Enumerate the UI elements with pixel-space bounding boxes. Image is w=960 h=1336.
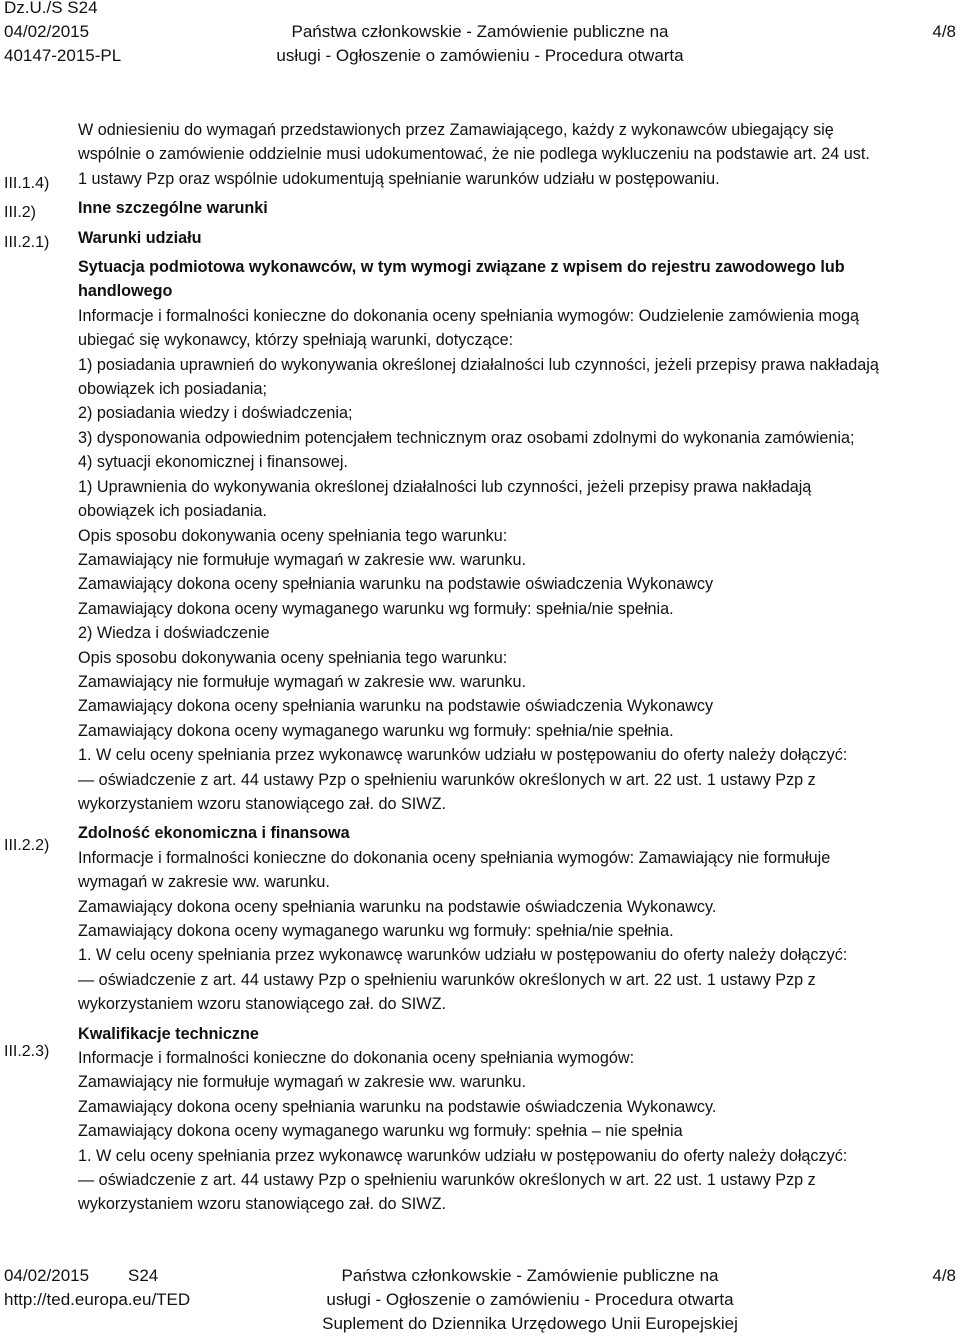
text-line: Zamawiający dokona oceny spełniania warunku na podstawie oświadczenia Wykonawcy: [78, 697, 714, 716]
text-line: 3) dysponowania odpowiednim potencjałem technicznym oraz osobami zdolnymi do wykonania zamówienia;: [78, 428, 855, 447]
text-line: obowiązek ich posiadania.: [78, 502, 267, 521]
economic-heading: Zdolność ekonomiczna i finansowa: [78, 824, 350, 843]
section-number-iii-2-1: III.2.1): [4, 234, 50, 251]
personal-situation-heading: Sytuacja podmiotowa wykonawców, w tym wymogi związane z wpisem do rejestru zawodowego lub: [78, 258, 845, 277]
text-line: Zamawiający dokona oceny spełniania warunku na podstawie oświadczenia Wykonawcy.: [78, 897, 717, 916]
section-number-iii-2-3: III.2.3): [4, 1043, 50, 1060]
text-line: Zamawiający dokona oceny wymaganego warunku wg formuły: spełnia – nie spełnia: [78, 1122, 683, 1141]
text-line: 1. W celu oceny spełniania przez wykonawcę warunków udziału w postępowaniu do oferty należy dołączyć:: [78, 746, 848, 765]
text-line: Zamawiający dokona oceny wymaganego warunku wg formuły: spełnia/nie spełnia.: [78, 599, 674, 618]
text-line: — oświadczenie z art. 44 ustawy Pzp o spełnieniu warunków określonych w art. 22 ust. 1 ustawy Pzp z: [78, 1171, 816, 1190]
section-number-iii-1-4: III.1.4): [4, 175, 50, 192]
footer-page-number: 4/8: [932, 1266, 956, 1285]
text-line: Zamawiający nie formułuje wymagań w zakresie ww. warunku.: [78, 672, 527, 691]
text-line: W odniesieniu do wymagań przedstawionych przez Zamawiającego, każdy z wykonawców ubiegający się: [78, 121, 834, 139]
notice-id: 40147-2015-PL: [4, 46, 122, 65]
text-line: Opis sposobu dokonywania oceny spełniania tego warunku:: [78, 648, 508, 667]
economic-section: [78, 821, 956, 1016]
header-page-number: 4/8: [932, 22, 956, 41]
text-line: Zamawiający nie formułuje wymagań w zakresie ww. warunku.: [78, 1073, 527, 1092]
footer-series: S24: [128, 1266, 159, 1285]
intro-paragraph: [78, 118, 956, 191]
text-line: Zamawiający dokona oceny spełniania warunku na podstawie oświadczenia Wykonawcy: [78, 575, 714, 594]
text-line: — oświadczenie z art. 44 ustawy Pzp o spełnieniu warunków określonych w art. 22 ust. 1 ustawy Pzp z: [78, 970, 816, 989]
text-line: Informacje i formalności konieczne do dokonania oceny spełniania wymogów: Oudzielenie zamówienia mogą: [78, 306, 860, 325]
footer-title-line1: Państwa członkowskie - Zamówienie publiczne na: [341, 1266, 719, 1285]
footer-title-line2: usługi - Ogłoszenie o zamówieniu - Procedura otwarta: [326, 1290, 734, 1309]
header-title-line1: Państwa członkowskie - Zamówienie publiczne na: [291, 22, 669, 41]
section-number-iii-2-2: III.2.2): [4, 837, 50, 854]
text-line: 1. W celu oceny spełniania przez wykonawcę warunków udziału w postępowaniu do oferty należy dołączyć:: [78, 946, 848, 965]
text-line: obowiązek ich posiadania;: [78, 380, 267, 399]
text-line: 1 ustawy Pzp oraz wspólnie udokumentują spełnianie warunków udziału w postępowaniu.: [78, 169, 720, 188]
journal-reference: Dz.U./S S24: [4, 0, 98, 17]
footer-date: 04/02/2015: [4, 1266, 90, 1285]
text-line: 1) posiadania uprawnień do wykonywania określonej działalności lub czynności, jeżeli przepisy prawa nakładają: [78, 355, 879, 374]
text-line: wspólnie o zamówienie oddzielnie musi udokumentować, że nie podlega wykluczeniu na podstawie art. 24 ust.: [78, 145, 870, 164]
text-line: 4) sytuacji ekonomicznej i finansowej.: [78, 453, 348, 472]
text-line: wykorzystaniem wzoru stanowiącego zał. do SIWZ.: [78, 1195, 446, 1214]
header-title-line2: usługi - Ogłoszenie o zamówieniu - Procedura otwarta: [276, 46, 684, 65]
text-line: Opis sposobu dokonywania oceny spełniania tego warunku:: [78, 526, 508, 545]
personal-situation-section: [78, 255, 956, 816]
text-line: 1. W celu oceny spełniania przez wykonawcę warunków udziału w postępowaniu do oferty należy dołączyć:: [78, 1146, 848, 1165]
text-line: 2) posiadania wiedzy i doświadczenia;: [78, 404, 353, 423]
text-line: 2) Wiedza i doświadczenie: [78, 624, 270, 643]
section-number-iii-2: III.2): [4, 204, 37, 221]
text-line: ubiegać się wykonawcy, którzy spełniają warunki, dotyczące:: [78, 331, 514, 350]
text-line: Informacje i formalności konieczne do dokonania oceny spełniania wymogów:: [78, 1049, 635, 1068]
other-conditions-heading: Inne szczególne warunki: [78, 199, 268, 218]
text-line: wymagań w zakresie ww. warunku.: [78, 873, 330, 892]
header-date: 04/02/2015: [4, 22, 90, 41]
technical-section: [78, 1022, 956, 1217]
text-line: Zamawiający dokona oceny wymaganego warunku wg formuły: spełnia/nie spełnia.: [78, 922, 674, 940]
footer-title-line3: Suplement do Dziennika Urzędowego Unii Europejskiej: [322, 1314, 738, 1333]
text-line: wykorzystaniem wzoru stanowiącego zał. do SIWZ.: [78, 794, 446, 813]
footer-url[interactable]: http://ted.europa.eu/TED: [4, 1290, 191, 1309]
text-line: 1) Uprawnienia do wykonywania określonej działalności lub czynności, jeżeli przepisy prawa nakładają: [78, 477, 812, 496]
text-line: Zamawiający dokona oceny spełniania warunku na podstawie oświadczenia Wykonawcy.: [78, 1097, 717, 1116]
participation-heading: Warunki udziału: [78, 228, 202, 247]
text-line: Zamawiający dokona oceny wymaganego warunku wg formuły: spełnia/nie spełnia.: [78, 721, 674, 740]
text-line: — oświadczenie z art. 44 ustawy Pzp o spełnieniu warunków określonych w art. 22 ust. 1 ustawy Pzp z: [78, 770, 816, 789]
technical-heading: Kwalifikacje techniczne: [78, 1024, 259, 1043]
personal-situation-heading-cont: handlowego: [78, 282, 173, 301]
text-line: Zamawiający nie formułuje wymagań w zakresie ww. warunku.: [78, 550, 527, 569]
document-body: [78, 118, 956, 1217]
text-line: Informacje i formalności konieczne do dokonania oceny spełniania wymogów: Zamawiający nie formułuje: [78, 848, 831, 867]
text-line: wykorzystaniem wzoru stanowiącego zał. do SIWZ.: [78, 995, 446, 1014]
